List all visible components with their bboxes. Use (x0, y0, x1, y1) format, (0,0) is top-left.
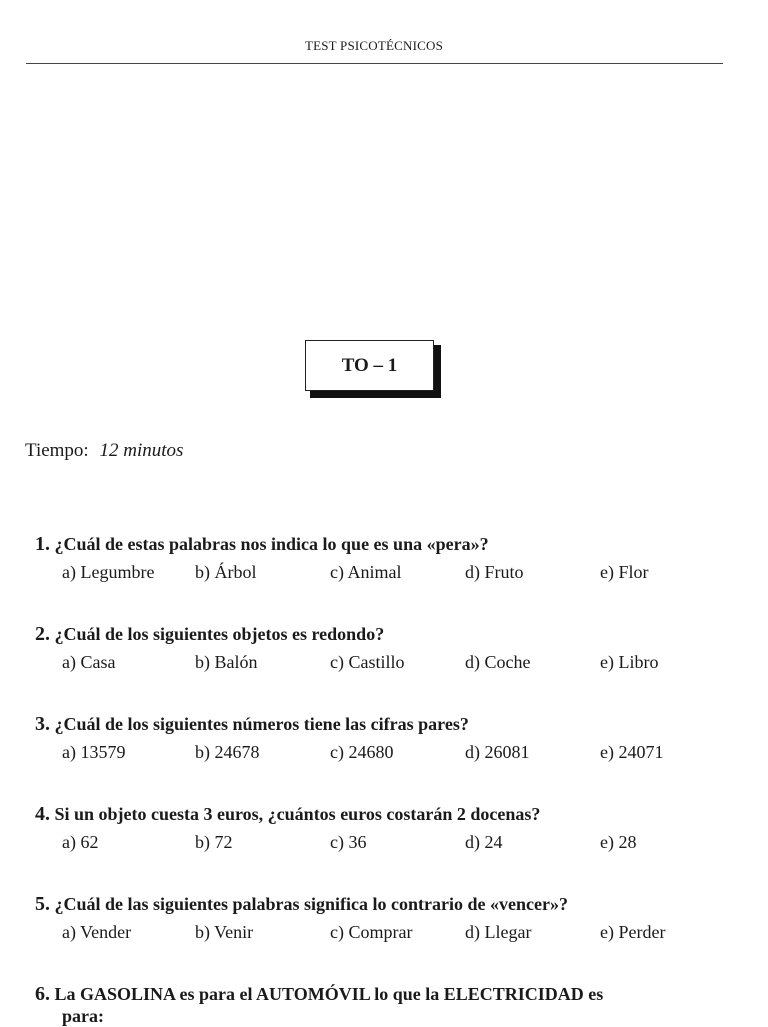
option-a[interactable]: a) Vender (62, 922, 132, 942)
option-b[interactable]: b) Venir (195, 922, 254, 942)
answer-options (35, 742, 735, 766)
time-value: 12 minutos (99, 440, 184, 461)
question-number: 1. (35, 533, 50, 555)
option-a[interactable]: a) Casa (62, 652, 116, 672)
option-b[interactable]: b) 72 (195, 832, 233, 852)
question-number: 4. (35, 803, 50, 825)
option-d[interactable]: d) 24 (465, 832, 503, 852)
option-c[interactable]: c) Castillo (330, 652, 405, 672)
option-a[interactable]: a) 62 (62, 832, 99, 852)
option-b[interactable]: b) Balón (195, 652, 258, 672)
question-text: Si un objeto cuesta 3 euros, ¿cuántos euros costarán 2 docenas? (54, 804, 541, 824)
header-rule (26, 63, 723, 64)
option-c[interactable]: c) Animal (330, 562, 402, 582)
question-text-continued: para: (62, 1006, 104, 1026)
question-text: ¿Cuál de estas palabras nos indica lo que es una «pera»? (54, 534, 489, 554)
option-b[interactable]: b) Árbol (195, 562, 257, 582)
question-3 (35, 713, 735, 766)
question-text: ¿Cuál de las siguientes palabras significa lo contrario de «vencer»? (54, 894, 568, 914)
question-1 (35, 533, 735, 586)
option-e[interactable]: e) 24071 (600, 742, 664, 762)
option-a[interactable]: a) 13579 (62, 742, 126, 762)
option-d[interactable]: d) Fruto (465, 562, 524, 582)
option-a[interactable]: a) Legumbre (62, 562, 155, 582)
option-e[interactable]: e) 28 (600, 832, 637, 852)
question-4 (35, 803, 735, 856)
question-number: 5. (35, 893, 50, 915)
question-text: ¿Cuál de los siguientes números tiene las cifras pares? (54, 714, 469, 734)
running-header: TEST PSICOTÉCNICOS (304, 38, 444, 53)
question-number: 2. (35, 623, 50, 645)
option-e[interactable]: e) Libro (600, 652, 659, 672)
question-number: 3. (35, 713, 50, 735)
option-e[interactable]: e) Perder (600, 922, 666, 942)
option-c[interactable]: c) Comprar (330, 922, 413, 942)
option-d[interactable]: d) Coche (465, 652, 531, 672)
time-limit (25, 440, 183, 462)
question-5 (35, 893, 735, 946)
option-d[interactable]: d) 26081 (465, 742, 530, 762)
answer-options (35, 832, 735, 856)
option-c[interactable]: c) 24680 (330, 742, 394, 762)
option-c[interactable]: c) 36 (330, 832, 367, 852)
answer-options (35, 652, 735, 676)
question-text: La GASOLINA es para el AUTOMÓVIL lo que la ELECTRICIDAD es (54, 984, 604, 1004)
answer-options (35, 562, 735, 586)
time-label: Tiempo: (25, 440, 89, 461)
option-e[interactable]: e) Flor (600, 562, 649, 582)
option-d[interactable]: d) Llegar (465, 922, 532, 942)
question-text: ¿Cuál de los siguientes objetos es redondo? (54, 624, 385, 644)
option-b[interactable]: b) 24678 (195, 742, 260, 762)
question-6 (35, 983, 735, 1027)
test-code-box: TO – 1 (305, 340, 434, 391)
question-number: 6. (35, 983, 50, 1005)
question-2 (35, 623, 735, 676)
answer-options (35, 922, 735, 946)
